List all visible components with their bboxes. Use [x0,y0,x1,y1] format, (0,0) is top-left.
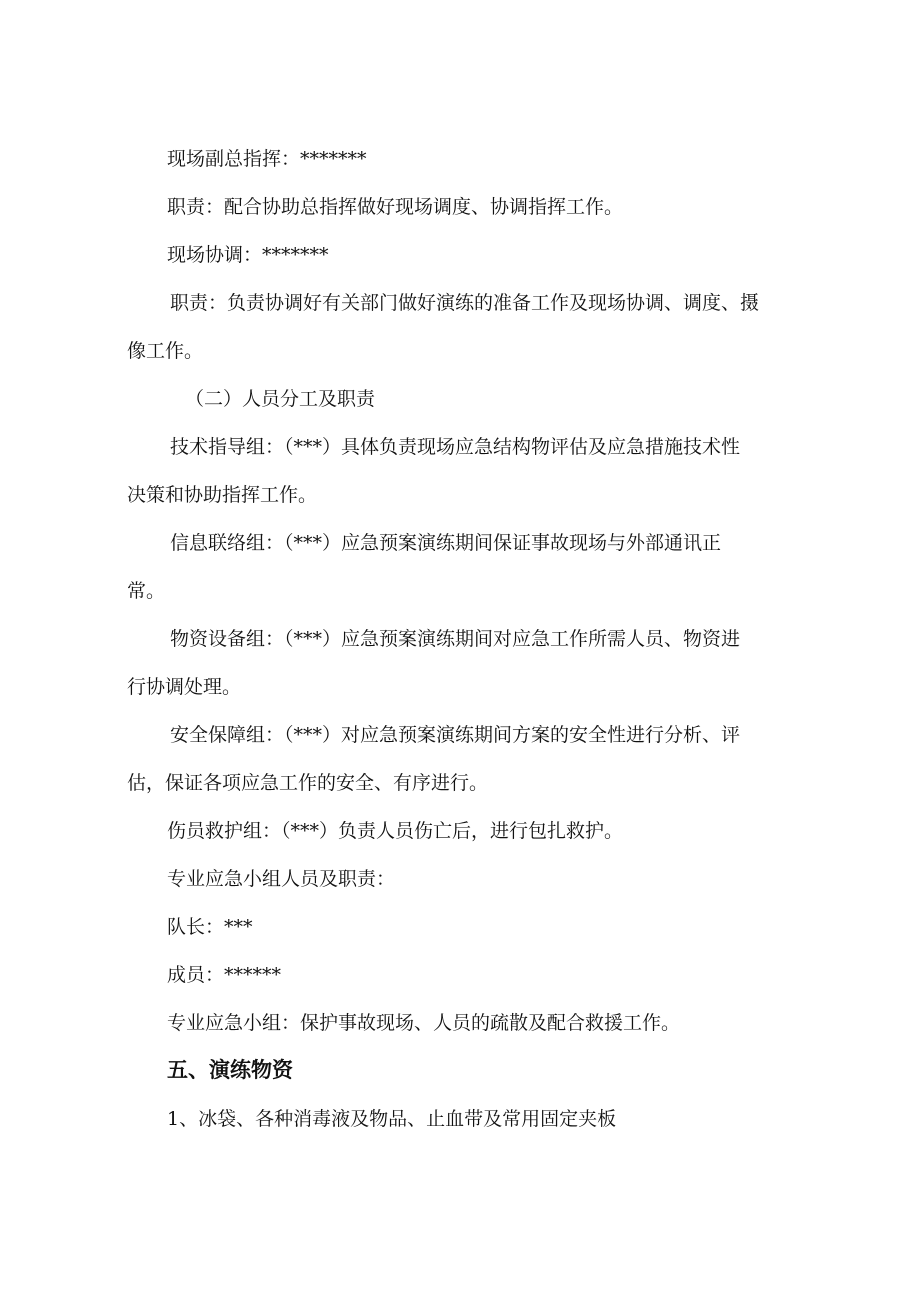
team-members-line: 成员：****** [167,964,282,986]
info-liaison-group: 信息联络组：（***）应急预案演练期间保证事故现场与外部通讯正 [170,532,722,554]
materials-item-1: 1、冰袋、各种消毒液及物品、止血带及常用固定夹板 [167,1108,617,1130]
special-team-heading: 专业应急小组人员及职责： [167,868,396,890]
safety-group: 安全保障组：（***）对应急预案演练期间方案的安全性进行分析、评 [170,724,741,746]
info-liaison-group-cont: 常。 [127,580,166,602]
rescue-group: 伤员救护组：（***）负责人员伤亡后，进行包扎救护。 [167,820,624,842]
tech-guidance-group: 技术指导组：（***）具体负责现场应急结构物评估及应急措施技术性 [170,436,741,458]
materials-group: 物资设备组：（***）应急预案演练期间对应急工作所需人员、物资进 [170,628,741,650]
section-personnel-heading: （二）人员分工及职责 [185,388,376,410]
site-coordinator-line: 现场协调：******* [167,244,329,266]
section-drill-materials-heading: 五、演练物资 [167,1058,293,1082]
deputy-commander-duty: 职责：配合协助总指挥做好现场调度、协调指挥工作。 [167,196,624,218]
site-coordinator-duty-cont: 像工作。 [127,340,204,362]
deputy-commander-line: 现场副总指挥：******* [167,148,367,170]
tech-guidance-group-cont: 决策和协助指挥工作。 [127,484,318,506]
special-team-duty: 专业应急小组：保护事故现场、人员的疏散及配合救援工作。 [167,1012,681,1034]
materials-group-cont: 行协调处理。 [127,676,242,698]
team-leader-line: 队长：*** [167,916,253,938]
site-coordinator-duty: 职责：负责协调好有关部门做好演练的准备工作及现场协调、调度、摄 [170,292,760,314]
safety-group-cont: 估，保证各项应急工作的安全、有序进行。 [127,772,489,794]
